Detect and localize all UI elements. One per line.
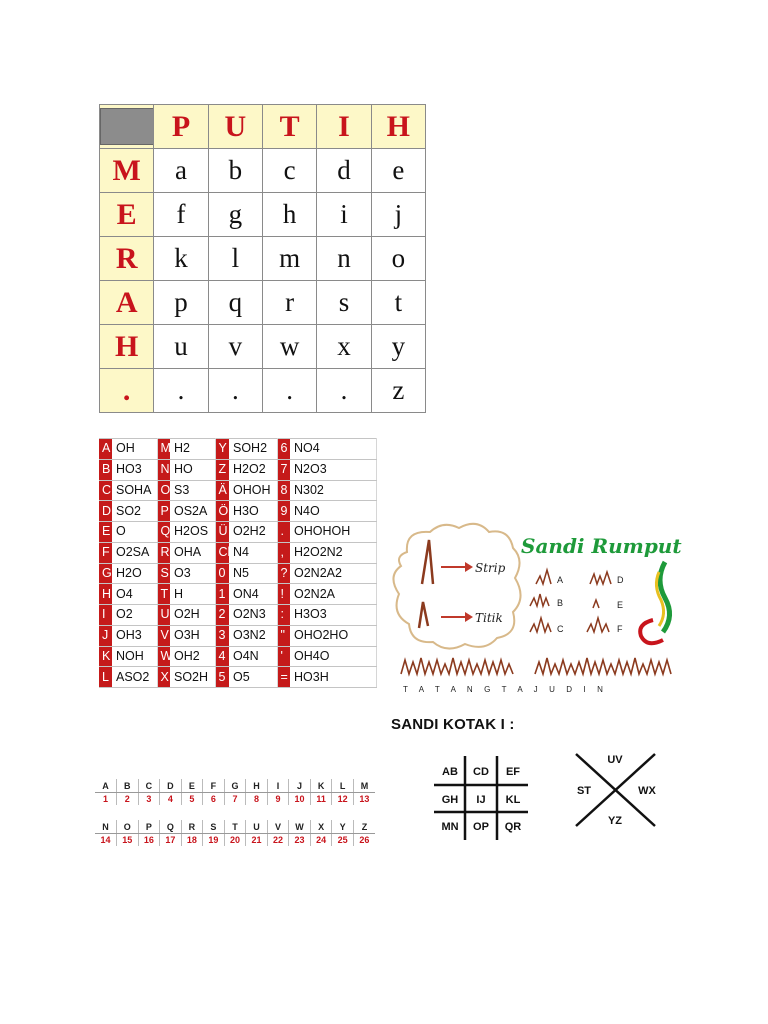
code-value: HO3H [290, 667, 376, 688]
code-key: J [99, 625, 112, 646]
code-key: F [99, 542, 112, 563]
grass-row-2 [535, 658, 671, 674]
grid-cell: z [371, 369, 425, 413]
cipher-letter: N [95, 820, 117, 834]
code-value: OH [112, 439, 157, 460]
cipher-number: 17 [160, 834, 182, 847]
row-label: E [100, 193, 154, 237]
code-value: O2H2 [229, 522, 277, 543]
code-row [99, 625, 376, 646]
kotak-wx: WX [638, 785, 656, 797]
row-label: R [100, 237, 154, 281]
code-value: O2SA [112, 542, 157, 563]
code-value: H3O [229, 501, 277, 522]
cipher-number: 26 [353, 834, 375, 847]
cipher-number: 5 [181, 793, 203, 806]
kotak-ij: IJ [476, 794, 486, 806]
code-key: U [157, 605, 170, 626]
cipher-letter: S [203, 820, 225, 834]
cipher-number: 22 [267, 834, 289, 847]
cipher-letter: C [138, 779, 160, 793]
code-key: Y [215, 439, 229, 460]
code-value: N302 [290, 480, 376, 501]
legend-e: E [617, 600, 624, 610]
cipher-letter: H [246, 779, 268, 793]
cipher-letter: P [138, 820, 160, 834]
rumput-b-glyph [530, 594, 549, 606]
code-key: Z [215, 459, 229, 480]
code-value: H3O3 [290, 605, 376, 626]
legend-d: D [617, 575, 624, 585]
cipher-number: 13 [353, 793, 375, 806]
cipher-letter: V [267, 820, 289, 834]
cipher-number: 21 [246, 834, 268, 847]
row-label: H [100, 325, 154, 369]
thought-cloud [393, 524, 520, 649]
grid-cell: r [262, 281, 316, 325]
code-value: N4O [290, 501, 376, 522]
code-value: H2O [112, 563, 157, 584]
cipher-number: 2 [117, 793, 139, 806]
grid-cell: c [262, 149, 316, 193]
code-key: = [277, 667, 290, 688]
code-value: O2H [170, 605, 215, 626]
grid-cell: e [371, 149, 425, 193]
cipher-letter: Z [353, 820, 375, 834]
sandi-kotak-title: SANDI KOTAK I : [391, 716, 515, 733]
grid-cell: o [371, 237, 425, 281]
code-key: O [157, 480, 170, 501]
code-key: 8 [277, 480, 290, 501]
grid-cell: . [262, 369, 316, 413]
code-key: 7 [277, 459, 290, 480]
code-value: S3 [170, 480, 215, 501]
code-key: " [277, 625, 290, 646]
label-titik: Titik [475, 611, 503, 625]
code-row [99, 563, 376, 584]
code-value: OHOHOH [290, 522, 376, 543]
cipher-number: 7 [224, 793, 246, 806]
row-label: . [100, 369, 154, 413]
cipher-number: 4 [160, 793, 182, 806]
sandi-rumput-title: Sandi Rumput [521, 534, 682, 558]
cipher-number: 9 [267, 793, 289, 806]
code-value: OH3 [112, 625, 157, 646]
grid-cell: g [208, 193, 262, 237]
grid-cell: n [317, 237, 371, 281]
cipher-number: 24 [310, 834, 332, 847]
grass-example-text: T A T A N G T A J U D I N [403, 685, 608, 694]
cipher-letter: B [117, 779, 139, 793]
rumput-a-glyph [536, 570, 551, 584]
kotak-qr: QR [504, 821, 522, 833]
code-key: Q [157, 522, 170, 543]
grid-cell: . [208, 369, 262, 413]
number-cipher-row-1 [95, 779, 375, 805]
code-key: T [157, 584, 170, 605]
code-key: V [157, 625, 170, 646]
legend-a: A [557, 575, 564, 585]
code-key: : [277, 605, 290, 626]
cipher-number: 20 [224, 834, 246, 847]
code-row [99, 459, 376, 480]
code-value: SO2H [170, 667, 215, 688]
code-value: OH4O [290, 646, 376, 667]
code-key: L [99, 667, 112, 688]
grid-cell: q [208, 281, 262, 325]
cipher-number: 18 [181, 834, 203, 847]
grey-block [100, 108, 160, 145]
code-value: N2O3 [290, 459, 376, 480]
grid-cell: d [317, 149, 371, 193]
code-key: P [157, 501, 170, 522]
grid-cell: x [317, 325, 371, 369]
code-key: X [157, 667, 170, 688]
code-key: 5 [215, 667, 229, 688]
code-value: OHOH [229, 480, 277, 501]
cipher-letter: D [160, 779, 182, 793]
cipher-letter: O [117, 820, 139, 834]
code-value: O2N2A2 [290, 563, 376, 584]
code-value: HO3 [112, 459, 157, 480]
code-key: E [99, 522, 112, 543]
code-key: Ch [215, 542, 229, 563]
cipher-letter: G [224, 779, 246, 793]
cipher-number: 25 [332, 834, 354, 847]
code-value: O3 [170, 563, 215, 584]
grid-cell: . [154, 369, 208, 413]
sandi-kotak-diagram [430, 752, 680, 842]
cipher-letter: R [181, 820, 203, 834]
cipher-number: 11 [310, 793, 332, 806]
cipher-number: 3 [138, 793, 160, 806]
grid-cell: p [154, 281, 208, 325]
grid-cell: u [154, 325, 208, 369]
cipher-letter: Y [332, 820, 354, 834]
header-cell: U [208, 105, 262, 149]
code-key: , [277, 542, 290, 563]
code-row [99, 522, 376, 543]
cipher-letter: I [267, 779, 289, 793]
cipher-letter: E [181, 779, 203, 793]
code-key: 9 [277, 501, 290, 522]
grid-cell: i [317, 193, 371, 237]
code-value: SO2 [112, 501, 157, 522]
code-value: SOHA [112, 480, 157, 501]
legend-c: C [557, 624, 564, 634]
cipher-letter: K [310, 779, 332, 793]
code-row [99, 439, 376, 460]
kotak-op: OP [473, 821, 489, 833]
legend-b: B [557, 598, 564, 608]
code-value: O4 [112, 584, 157, 605]
code-key: A [99, 439, 112, 460]
code-key: C [99, 480, 112, 501]
code-value: N4 [229, 542, 277, 563]
grid-cell: w [262, 325, 316, 369]
cipher-number: 6 [203, 793, 225, 806]
code-key: N [157, 459, 170, 480]
grass-row-1 [401, 658, 513, 674]
code-row [99, 667, 376, 688]
code-value: OHO2HO [290, 625, 376, 646]
code-value: H2 [170, 439, 215, 460]
code-value: O3N2 [229, 625, 277, 646]
code-key: Ö [215, 501, 229, 522]
kotak-mn: MN [441, 821, 459, 833]
header-cell: P [154, 105, 208, 149]
code-value: OS2A [170, 501, 215, 522]
code-row [99, 501, 376, 522]
grid-cell: j [371, 193, 425, 237]
code-value: O2N3 [229, 605, 277, 626]
code-key: H [99, 584, 112, 605]
code-value: O5 [229, 667, 277, 688]
header-cell: H [371, 105, 425, 149]
chemical-code-table [99, 438, 377, 688]
code-value: NO4 [290, 439, 376, 460]
row-label: A [100, 281, 154, 325]
code-key: ! [277, 584, 290, 605]
code-value: OH2 [170, 646, 215, 667]
grid-cell: f [154, 193, 208, 237]
code-row [99, 542, 376, 563]
cipher-letter: U [246, 820, 268, 834]
putih-merah-table [99, 104, 426, 413]
kotak-st: ST [576, 785, 592, 797]
grid-cell: . [317, 369, 371, 413]
code-row [99, 646, 376, 667]
code-key: ' [277, 646, 290, 667]
code-key: W [157, 646, 170, 667]
rumput-d-glyph [590, 572, 611, 584]
code-key: M [157, 439, 170, 460]
cipher-number: 1 [103, 794, 109, 804]
code-value: H2OS [170, 522, 215, 543]
code-value: SOH2 [229, 439, 277, 460]
code-key: 4 [215, 646, 229, 667]
code-value: N5 [229, 563, 277, 584]
code-value: ASO2 [112, 667, 157, 688]
code-value: O2 [112, 605, 157, 626]
code-key: R [157, 542, 170, 563]
code-key: I [99, 605, 112, 626]
code-key: D [99, 501, 112, 522]
cipher-letter: L [332, 779, 354, 793]
code-value: H2O2 [229, 459, 277, 480]
rumput-f-glyph [587, 618, 609, 632]
code-value: OHA [170, 542, 215, 563]
grid-cell: k [154, 237, 208, 281]
code-value: O [112, 522, 157, 543]
kotak-yz: YZ [607, 815, 623, 827]
code-key: 6 [277, 439, 290, 460]
code-value: H2O2N2 [290, 542, 376, 563]
cipher-number: 12 [332, 793, 354, 806]
code-key: . [277, 522, 290, 543]
code-value: O2N2A [290, 584, 376, 605]
cipher-number: 19 [203, 834, 225, 847]
code-key: K [99, 646, 112, 667]
grid-cell: s [317, 281, 371, 325]
rumput-c-glyph [530, 618, 551, 632]
grid-cell: y [371, 325, 425, 369]
grid-cell: t [371, 281, 425, 325]
label-strip: Strip [475, 561, 506, 575]
code-row [99, 480, 376, 501]
code-value: O4N [229, 646, 277, 667]
cipher-number: 14 [100, 835, 111, 845]
code-key: G [99, 563, 112, 584]
code-value: NOH [112, 646, 157, 667]
code-key: Ä [215, 480, 229, 501]
kotak-ef: EF [505, 766, 521, 778]
code-value: H [170, 584, 215, 605]
corner-cell [100, 105, 154, 149]
code-row [99, 584, 376, 605]
kotak-gh: GH [441, 794, 459, 806]
cipher-number: 8 [246, 793, 268, 806]
code-key: S [157, 563, 170, 584]
code-key: 2 [215, 605, 229, 626]
code-key: ? [277, 563, 290, 584]
cipher-letter: X [310, 820, 332, 834]
rumput-e-glyph [593, 600, 599, 608]
cipher-letter: T [224, 820, 246, 834]
kotak-kl: KL [505, 794, 521, 806]
header-cell: I [317, 105, 371, 149]
cipher-number: 10 [289, 793, 311, 806]
grid-cell: b [208, 149, 262, 193]
cipher-letter: J [289, 779, 311, 793]
cipher-number: 23 [289, 834, 311, 847]
cipher-letter: W [289, 820, 311, 834]
kotak-uv: UV [607, 754, 623, 766]
row-label: M [100, 149, 154, 193]
code-key: 1 [215, 584, 229, 605]
number-cipher-row-2 [95, 820, 375, 846]
grid-cell: l [208, 237, 262, 281]
cipher-number: 15 [117, 834, 139, 847]
kotak-ab: AB [442, 766, 458, 778]
cipher-letter: Q [160, 820, 182, 834]
grid-cell: v [208, 325, 262, 369]
cipher-number: 16 [138, 834, 160, 847]
code-key: 0 [215, 563, 229, 584]
grid-cell: m [262, 237, 316, 281]
header-cell: T [262, 105, 316, 149]
cipher-letter: A [95, 779, 117, 793]
legend-f: F [617, 624, 623, 634]
code-value: HO [170, 459, 215, 480]
grid-cell: h [262, 193, 316, 237]
code-value: ON4 [229, 584, 277, 605]
code-row [99, 605, 376, 626]
code-value: O3H [170, 625, 215, 646]
kotak-cd: CD [473, 766, 489, 778]
cipher-letter: M [353, 779, 375, 793]
code-key: 3 [215, 625, 229, 646]
sandi-rumput-figure [385, 520, 680, 698]
code-key: Ü [215, 522, 229, 543]
cipher-letter: F [203, 779, 225, 793]
code-key: B [99, 459, 112, 480]
grid-cell: a [154, 149, 208, 193]
